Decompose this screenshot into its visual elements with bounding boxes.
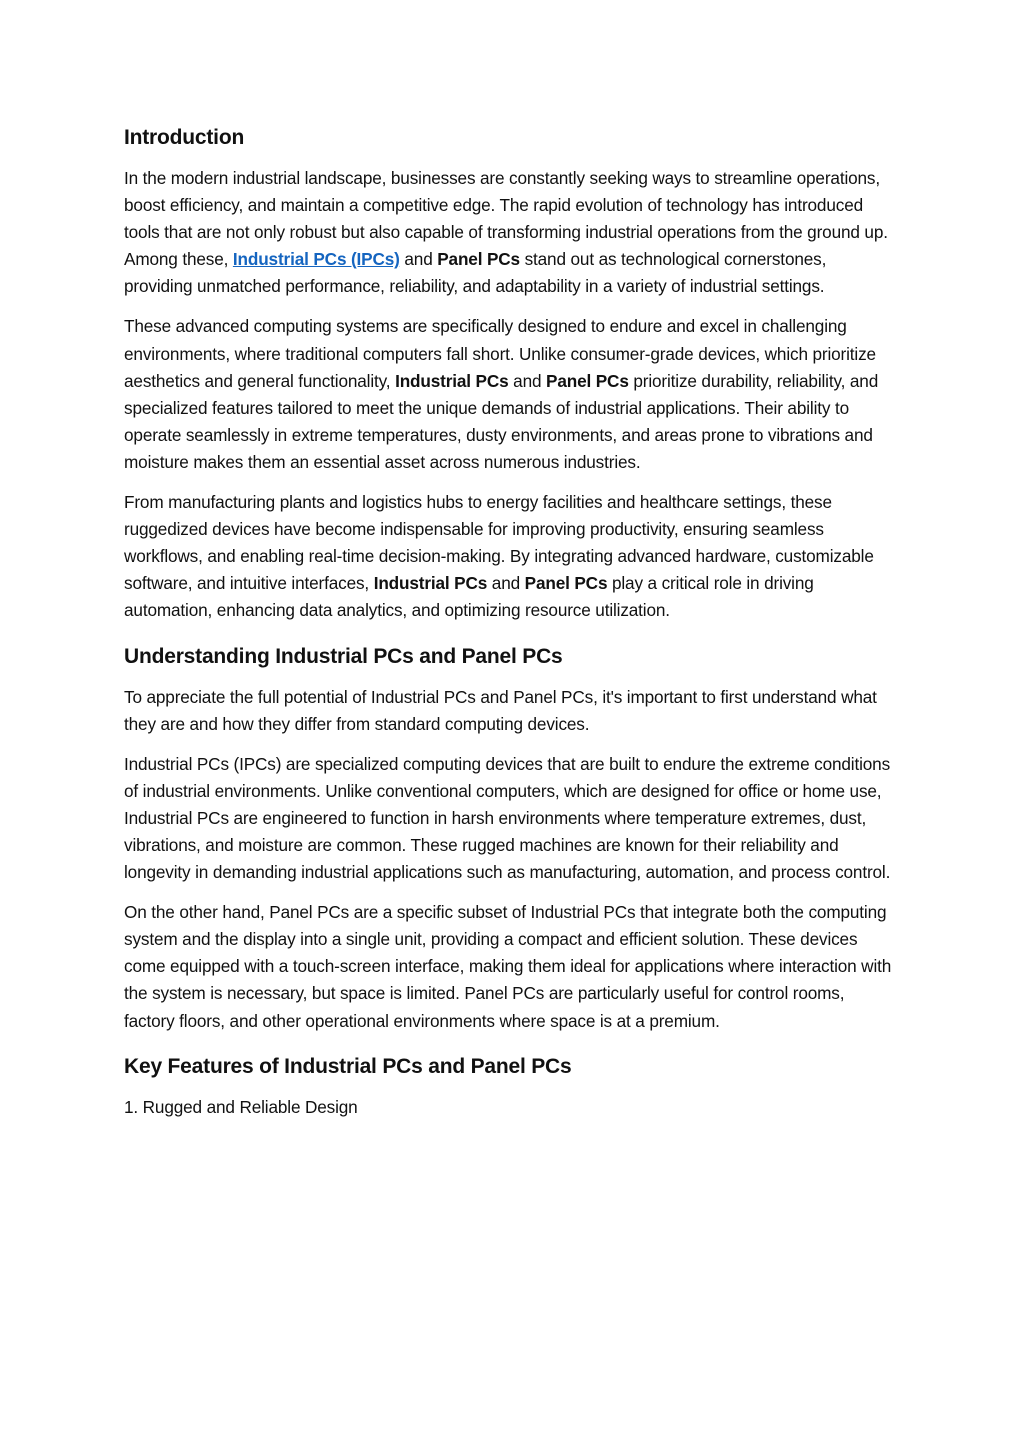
understanding-paragraph-1: To appreciate the full potential of Industrial PCs and Panel PCs, it's important to first understand what they are and how they differ from standard computing devices.	[124, 686, 877, 734]
features-heading: Key Features of Industrial PCs and Panel PCs	[124, 1054, 572, 1078]
feature-list-item-1: 1. Rugged and Reliable Design	[124, 1096, 358, 1117]
intro-p3-bold-panel-pcs: Panel PCs	[524, 573, 608, 594]
intro-p2-text-b: and	[508, 370, 547, 391]
intro-p1-bold-panel-pcs: Panel PCs	[437, 249, 520, 270]
intro-p3-text-b: and	[487, 573, 525, 594]
intro-p1-text-c: stand out as technological cornerstones, providing unmatched performance, reliability, and adaptability in a variety of industrial settings.	[124, 249, 827, 297]
intro-p2-bold-panel-pcs: Panel PCs	[546, 370, 629, 391]
intro-paragraph-3	[124, 489, 899, 624]
industrial-pcs-link[interactable]: Industrial PCs (IPCs)	[232, 249, 400, 270]
intro-p1-text-a: In the modern industrial landscape, businesses are constantly seeking ways to streamline operations, boost efficiency, and maintain a competitive edge. The rapid evolution of technology has introduced tools that are not only robust but also capable of transforming industrial operations from the ground up. Among these,	[124, 168, 888, 270]
intro-paragraph-1	[124, 165, 899, 300]
intro-p3-bold-industrial-pcs: Industrial PCs	[373, 573, 488, 594]
understanding-paragraph-2: Industrial PCs (IPCs) are specialized computing devices that are built to endure the extreme conditions of industrial environments. Unlike conventional computers, which are designed for office or home use, Industrial PCs are engineered to function in harsh environments where temperature extremes, dust, vibrations, and moisture are common. These rugged machines are known for their reliability and longevity in demanding industrial applications such as manufacturing, automation, and process control.	[124, 753, 891, 883]
understanding-heading: Understanding Industrial PCs and Panel PCs	[124, 644, 563, 668]
intro-p2-bold-industrial-pcs: Industrial PCs	[395, 370, 509, 391]
document-page	[124, 124, 899, 1121]
intro-p2-text-c: prioritize durability, reliability, and specialized features tailored to meet the unique demands of industrial applications. Their ability to operate seamlessly in extreme temperatures, dusty environments, and areas prone to vibrations and moisture makes them an essential asset across numerous industries.	[124, 370, 879, 472]
intro-heading: Introduction	[124, 126, 245, 149]
intro-p1-text-b: and	[399, 249, 438, 270]
intro-p3-text-a: From manufacturing plants and logistics hubs to energy facilities and healthcare settings, these ruggedized devices have become indispensable for improving productivity, ensuring seamless workflows, and enabling real-time decision-making. By integrating advanced hardware, customizable software, and intuitive interfaces,	[124, 492, 874, 594]
understanding-paragraph-3: On the other hand, Panel PCs are a specific subset of Industrial PCs that integrate both the computing system and the display into a single unit, providing a compact and efficient solution. These devices come equipped with a touch-screen interface, making them ideal for applications where interaction with the system is necessary, but space is limited. Panel PCs are particularly useful for control rooms, factory floors, and other operational environments where space is at a premium.	[124, 902, 892, 1031]
intro-p3-text-c: play a critical role in driving automation, enhancing data analytics, and optimizing resource utilization.	[124, 573, 814, 621]
intro-paragraph-2	[124, 313, 899, 476]
intro-p2-text-a: These advanced computing systems are specifically designed to endure and excel in challenging environments, where traditional computers fall short. Unlike consumer-grade devices, which prioritize aesthetics and general functionality,	[124, 316, 876, 391]
